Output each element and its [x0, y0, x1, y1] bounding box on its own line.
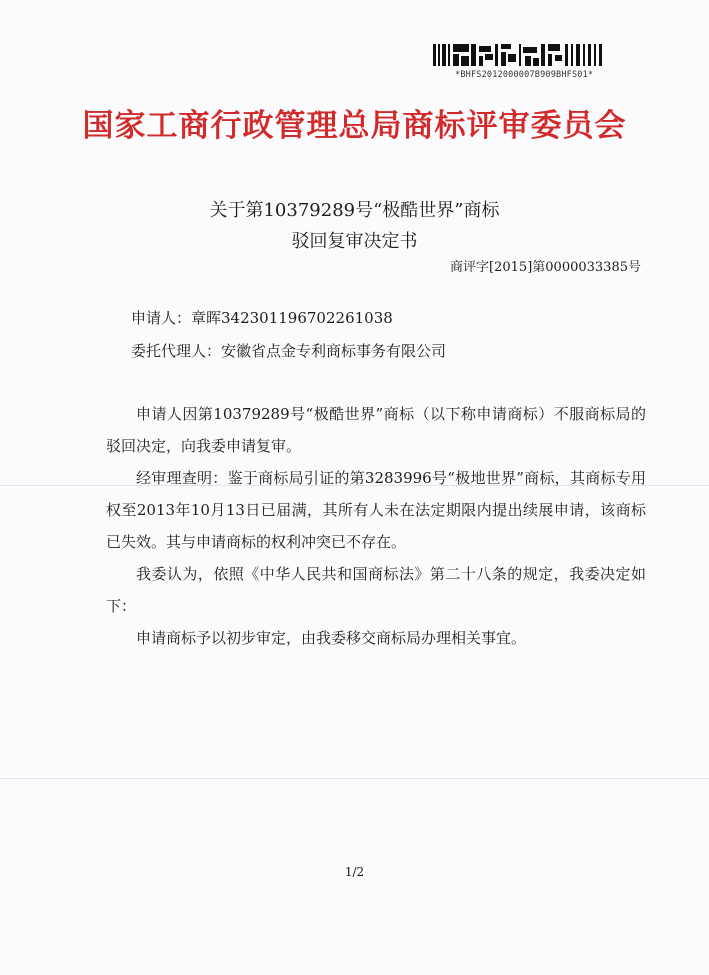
agent-line: 委托代理人：安徽省点金专利商标事务有限公司: [131, 342, 447, 360]
document-number: 商评字[2015]第0000033385号: [450, 260, 641, 275]
barcode-number: *BHFS2012000007B909BHFS01*: [455, 70, 594, 80]
body-paragraph: 申请商标予以初步审定，由我委移交商标局办理相关事宜。: [136, 629, 527, 647]
decision-title-line2: 驳回复审决定书: [291, 231, 418, 252]
barcode: [433, 44, 603, 66]
body-paragraph: 我委认为，依照《中华人民共和国商标法》第二十八条的规定，我委决定如下：: [106, 565, 646, 615]
body-paragraph: 经审理查明：鉴于商标局引证的第3283996号“极地世界”商标，其商标专用权至2013年10月13日已届满，其所有人未在法定期限内提出续展申请，该商标已失效。其与申请商标的权利冲突已不存在。: [106, 469, 646, 551]
decision-title-line1: 关于第10379289号“极酷世界”商标: [209, 200, 500, 221]
body-paragraph: 申请人因第10379289号“极酷世界”商标（以下称申请商标）不服商标局的驳回决定，向我委申请复审。: [106, 405, 646, 455]
page-number: 1/2: [344, 865, 365, 879]
applicant-line: 申请人：章晖342301196702261038: [131, 309, 393, 327]
fold-line: [0, 778, 709, 779]
issuing-authority-title: 国家工商行政管理总局商标评审委员会: [82, 108, 627, 144]
